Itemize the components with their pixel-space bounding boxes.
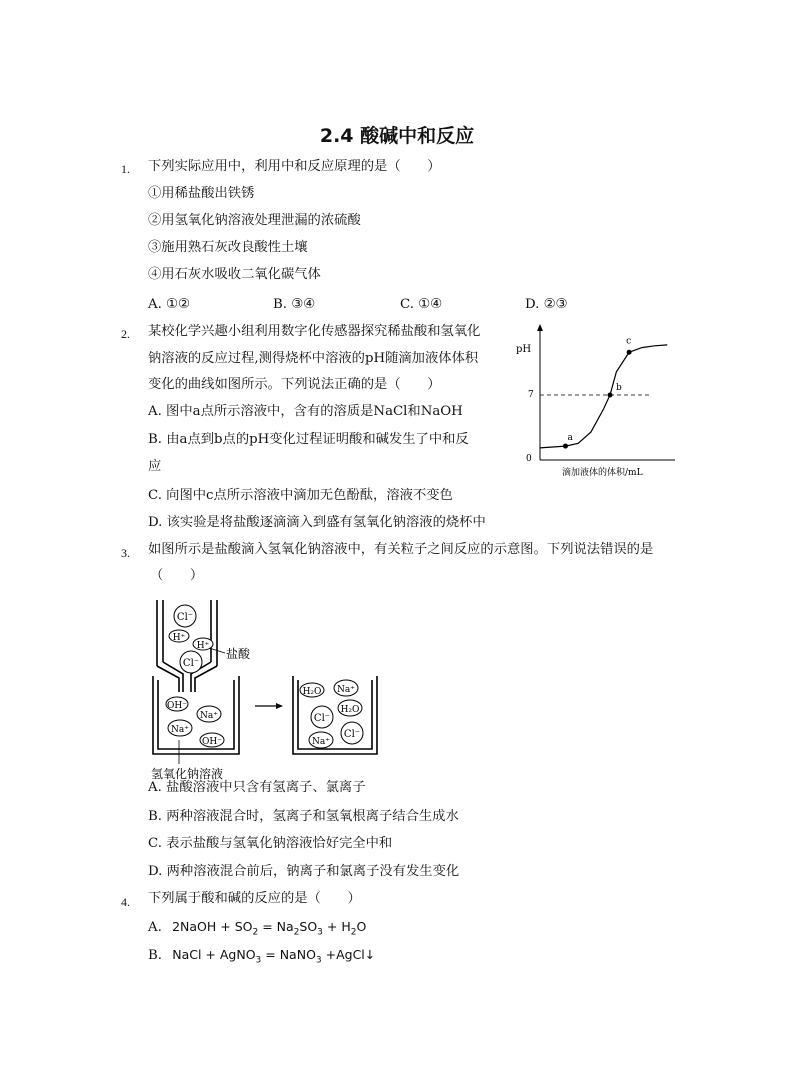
option-c: C. ①④	[400, 297, 442, 312]
y-axis-label: pH	[516, 344, 532, 355]
ion-circle	[180, 651, 202, 673]
ref-line-label: 7	[528, 390, 534, 400]
molecule-circle	[338, 700, 362, 716]
option-c: C. 向图中c点所示溶液中滴加无色酚酞，溶液不变色	[148, 488, 453, 503]
ph-curve	[540, 345, 667, 448]
origin-label: 0	[526, 454, 532, 464]
question-stem: 如图所示是盐酸滴入氢氧化钠溶液中，有关粒子之间反应的示意图。下列说法错误的是	[148, 542, 654, 557]
option-b: B. 两种溶液混合时，氢离子和氢氧根离子结合生成水	[148, 809, 459, 824]
option-b	[148, 946, 375, 970]
svg-text:H₂O: H₂O	[340, 705, 360, 715]
option-b-cont: 应	[148, 459, 162, 474]
question-number: 3.	[121, 546, 130, 560]
page-title: 2.4 酸碱中和反应	[319, 125, 475, 147]
burette-label: 盐酸	[226, 647, 251, 661]
svg-text:Cl⁻: Cl⁻	[313, 713, 331, 724]
svg-text:Cl⁻: Cl⁻	[176, 612, 194, 623]
svg-text:Cl⁻: Cl⁻	[182, 658, 200, 669]
beaker-left-label: 氢氧化钠溶液	[151, 767, 224, 781]
svg-text:Na⁺: Na⁺	[171, 725, 189, 735]
svg-text:OH⁻: OH⁻	[202, 737, 222, 747]
option-a: A. ①②	[148, 297, 190, 312]
svg-text:Na⁺: Na⁺	[312, 737, 330, 747]
point-label-b: b	[616, 383, 622, 393]
list-item: ③施用熟石灰改良酸性土壤	[148, 240, 308, 255]
question-number: 2.	[121, 327, 130, 341]
ion-circle	[166, 697, 188, 711]
question-stem: 某校化学兴趣小组利用数字化传感器探究稀盐酸和氢氧化	[148, 324, 481, 339]
question-stem: 钠溶液的反应过程,测得烧杯中溶液的pH随滴加液体体积	[148, 351, 479, 366]
option-a: A. 图中a点所示溶液中，含有的溶质是NaCl和NaOH	[148, 404, 463, 419]
list-item: ②用氢氧化钠溶液处理泄漏的浓硫酸	[148, 213, 361, 228]
option-letter: B.	[148, 948, 162, 963]
ion-circle	[197, 706, 221, 722]
molecule-circle	[300, 683, 324, 697]
ion-circle	[193, 638, 213, 651]
x-axis-label: 滴加液体的体积/mL	[562, 468, 643, 478]
ion-circle	[174, 605, 196, 627]
option-d: D. 该实验是将盐酸逐滴滴入到盛有氢氧化钠溶液的烧杯中	[148, 515, 486, 530]
ph-chart	[510, 320, 680, 480]
point-label-c: c	[626, 336, 632, 347]
point-c	[627, 350, 632, 355]
question-number: 4.	[121, 895, 130, 909]
option-b: B. 由a点到b点的pH变化过程证明酸和碱发生了中和反	[148, 432, 469, 447]
option-c: C. 表示盐酸与氢氧化钠溶液恰好完全中和	[148, 836, 393, 851]
question-stem: 下列实际应用中，利用中和反应原理的是（ ）	[148, 159, 441, 174]
svg-text:Na⁺: Na⁺	[337, 685, 355, 695]
option-a	[148, 918, 366, 942]
point-label-a: a	[567, 433, 573, 444]
beaker-left	[153, 676, 239, 754]
list-item: ④用石灰水吸收二氧化碳气体	[148, 267, 321, 282]
svg-text:Cl⁻: Cl⁻	[343, 729, 361, 740]
ion-circle	[311, 706, 333, 728]
point-a	[563, 444, 568, 449]
equation-a: 2NaOH + $SO_2 = Na_2SO_3 + H_2O$	[172, 919, 367, 938]
reaction-diagram	[145, 596, 395, 786]
svg-text:H⁺: H⁺	[172, 633, 186, 643]
question-number: 1.	[121, 162, 130, 176]
point-b	[608, 393, 613, 398]
ion-circle	[334, 680, 358, 696]
ion-circle	[200, 733, 224, 747]
option-d: D. 两种溶液混合前后，钠离子和氯离子没有发生变化	[148, 864, 460, 879]
question-stem: 变化的曲线如图所示。下列说法正确的是（ ）	[148, 377, 441, 392]
svg-text:Na⁺: Na⁺	[200, 711, 218, 721]
y-axis-arrow	[537, 324, 543, 331]
option-b: B. ③④	[273, 297, 316, 312]
reaction-arrow-head	[276, 703, 283, 709]
option-letter: A.	[148, 920, 162, 935]
list-item: ①用稀盐酸出铁锈	[148, 186, 255, 201]
option-a: A. 盐酸溶液中只含有氢离子、氯离子	[148, 780, 366, 795]
option-d: D. ②③	[525, 297, 568, 312]
svg-text:H⁺: H⁺	[196, 641, 210, 651]
question-stem: 下列属于酸和碱的反应的是（ ）	[148, 891, 361, 906]
svg-text:OH⁻: OH⁻	[167, 701, 187, 711]
ion-circle	[169, 630, 189, 643]
equation-b: NaCl + AgNO$_3$ = NaNO$_3$ +AgCl↓	[172, 947, 376, 966]
ion-circle	[168, 720, 192, 736]
question-stem: （ ）	[150, 568, 204, 583]
svg-text:H₂O: H₂O	[302, 687, 322, 697]
ion-circle	[309, 732, 333, 748]
ion-circle	[341, 722, 363, 744]
